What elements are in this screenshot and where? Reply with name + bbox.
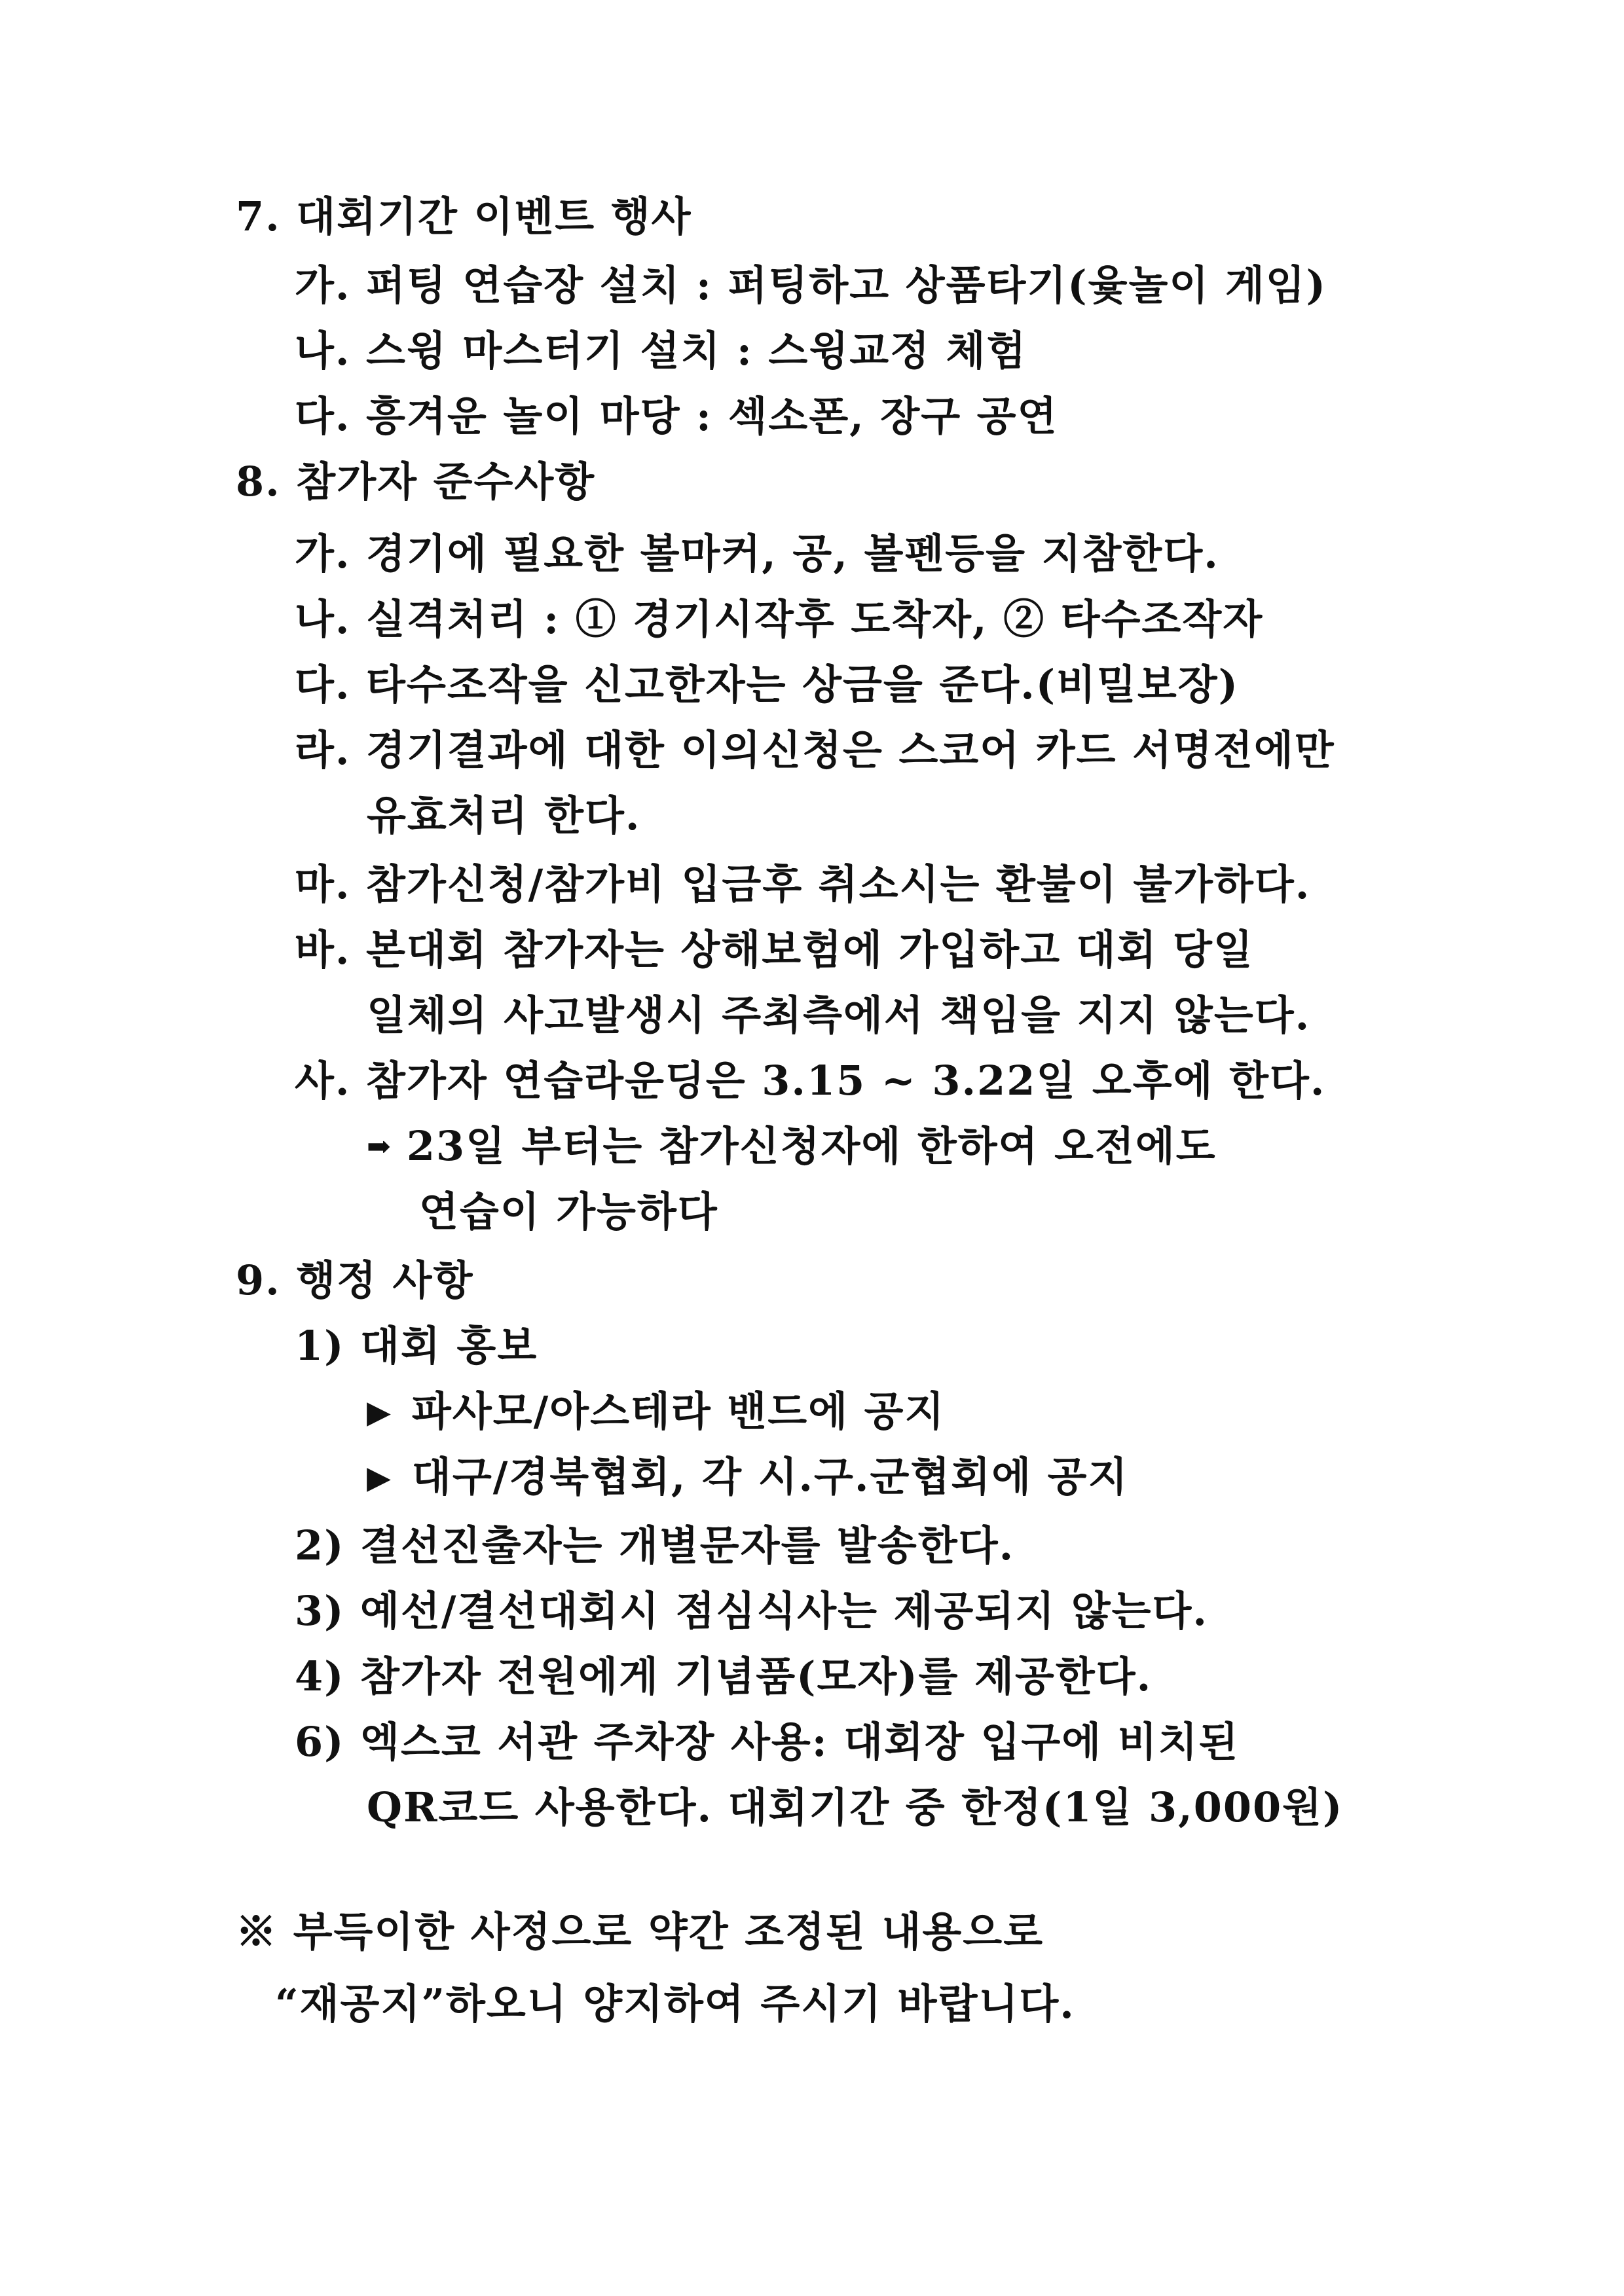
section-9-item-1: 1) 대회 홍보: [295, 1322, 538, 1370]
section-7-item-ga: 가. 퍼팅 연습장 설치 : 퍼팅하고 상품타기(윷놀이 게임): [295, 261, 1327, 309]
section-8-item-ba-cont: 일체의 사고발생시 주최측에서 책임을 지지 않는다.: [367, 991, 1311, 1039]
section-8-item-ba: 바. 본대회 참가자는 상해보험에 가입하고 대회 당일: [295, 926, 1254, 974]
section-8-item-da: 다. 타수조작을 신고한자는 상금을 준다.(비밀보장): [295, 661, 1240, 708]
section-8-note-cont: 연습이 가능하다: [419, 1188, 718, 1235]
section-8-item-ra: 라. 경기결과에 대한 이의신청은 스코어 카드 서명전에만: [295, 726, 1335, 774]
section-8-item-sa: 사. 참가자 연습라운딩은 3.15 ~ 3.22일 오후에 한다.: [295, 1057, 1326, 1104]
section-8-item-na: 나. 실격처리 : ① 경기시작후 도착자, ② 타수조작자: [295, 595, 1264, 643]
notice-line-1: ※ 부득이한 사정으로 약간 조정된 내용으로: [236, 1908, 1044, 1956]
section-8-heading: 8. 참가자 준수사항: [236, 458, 596, 505]
section-9-bullet-1: [367, 1387, 946, 1435]
section-7-item-da: 다. 흥겨운 놀이 마당 : 섹소폰, 장구 공연: [295, 392, 1058, 440]
section-8-note: [367, 1122, 1217, 1170]
section-8-item-ma: 마. 참가신청/참가비 입금후 취소시는 환불이 불가하다.: [295, 860, 1311, 908]
section-7-item-na: 나. 스윙 마스터기 설치 : 스윙교정 체험: [295, 327, 1027, 374]
triangle-bullet-icon: ▶: [367, 1459, 392, 1496]
section-9-bullet-2: [367, 1453, 1129, 1501]
triangle-bullet-icon: ▶: [367, 1394, 392, 1430]
section-7-heading: 7. 대회기간 이벤트 행사: [236, 192, 692, 240]
section-9-item-6: 6) 엑스코 서관 주차장 사용: 대회장 입구에 비치된: [295, 1718, 1240, 1766]
section-9-bullet-2-text: 대구/경북협회, 각 시.구.군협회에 공지: [411, 1453, 1129, 1501]
section-9-bullet-1-text: 파사모/아스테라 밴드에 공지: [411, 1387, 946, 1435]
notice-line-2: “재공지”하오니 양지하여 주시기 바랍니다.: [275, 1980, 1075, 2028]
section-9-heading: 9. 행정 사항: [236, 1256, 474, 1304]
section-9-item-3: 3) 예선/결선대회시 점심식사는 제공되지 않는다.: [295, 1587, 1208, 1635]
section-8-item-ra-cont: 유효처리 한다.: [367, 792, 641, 839]
section-8-note-text: 23일 부터는 참가신청자에 한하여 오전에도: [406, 1122, 1217, 1170]
arrow-right-icon: ➡: [367, 1130, 392, 1163]
section-9-item-6-cont: QR코드 사용한다. 대회기간 중 한정(1일 3,000원): [367, 1783, 1344, 1831]
section-9-item-4: 4) 참가자 전원에게 기념품(모자)를 제공한다.: [295, 1652, 1153, 1700]
section-9-item-2: 2) 결선진출자는 개별문자를 발송한다.: [295, 1522, 1015, 1569]
section-8-item-ga: 가. 경기에 필요한 볼마커, 공, 볼펜등을 지참한다.: [295, 530, 1219, 577]
